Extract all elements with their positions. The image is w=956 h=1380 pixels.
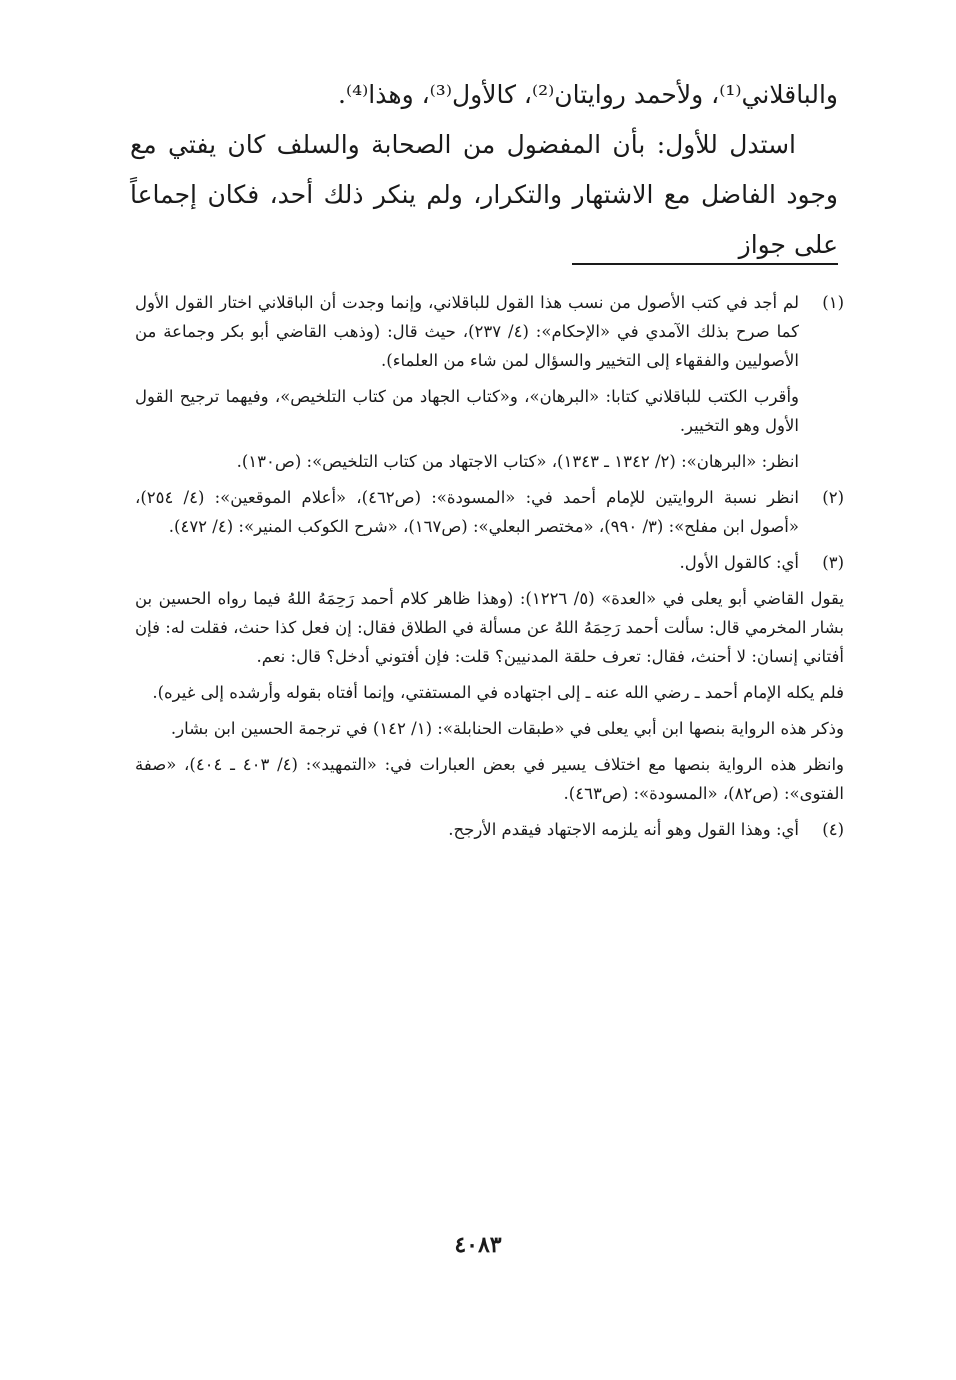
footnote-paragraph: لم أجد في كتب الأصول من نسب هذا القول للباقلاني، وإنما وجدت أن الباقلاني اختار القول الأول كما صرح بذلك الآمدي في «الإحكام»: (٤/ ٢٣٧)، حيث قال: (وذهب القاضي أبو بكر وجماعة من الأصوليين والفقهاء إلى التخيير والسؤال لمن شاء من العلماء). — [135, 293, 799, 370]
footnote-number: (٤) — [822, 820, 844, 839]
footnote-number: (٣) — [822, 553, 844, 572]
footnote-paragraph: وانظر هذه الرواية بنصها مع اختلاف يسير في بعض العبارات في: «التمهيد»: (٤/ ٤٠٣ ـ ٤٠٤)، «صفة الفتوى»: (ص٨٢)، «المسودة»: (ص٤٦٣). — [135, 755, 844, 803]
main-text — [130, 70, 838, 270]
footnote-paragraph: وذكر هذه الرواية بنصها ابن أبي يعلى في «طبقات الحنابلة»: (١/ ١٤٢) في ترجمة الحسين ابن بشار. — [170, 719, 844, 738]
footnote-paragraph: أي: وهذا القول وهو أنه يلزمه الاجتهاد فيقدم الأرجح. — [448, 820, 799, 839]
footnote-paragraph: انظر نسبة الروايتين للإمام أحمد في: «المسودة»: (ص٤٦٢)، «أعلام الموقعين»: (٤/ ٢٥٤)، «أصول ابن مفلح»: (٣/ ٩٩٠)، «مختصر البعلي»: (ص١٦٧)، «شرح الكوكب المنير»: (٤/ ٤٧٢). — [135, 488, 799, 536]
footnote-paragraph: فلم يكله الإمام أحمد ـ رضي الله عنه ـ إلى اجتهاده في المستفتي، وإنما أفتاه بقوله وأرشده إلى غيره). — [152, 683, 844, 702]
footnote-paragraph: انظر: «البرهان»: (٢/ ١٣٤٢ ـ ١٣٤٣)، «كتاب الاجتهاد من كتاب التلخيص»: (ص١٣٠). — [236, 452, 799, 471]
main-paragraph-2: استدل للأول: بأن المفضول من الصحابة والسلف كان يفتي مع وجود الفاضل مع الاشتهار والتكرار، ولم ينكر ذلك أحد، فكان إجماعاً على جواز — [130, 130, 838, 259]
footnote-3 — [135, 548, 844, 577]
main-line-1: والباقلاني⁽¹⁾، ولأحمد روايتان⁽²⁾، كالأول⁽³⁾، وهذا⁽⁴⁾. — [338, 80, 838, 109]
footnote-number: (٢) — [822, 488, 844, 507]
footnote-4 — [135, 815, 844, 844]
footnote-separator — [572, 263, 838, 265]
footnote-paragraph: يقول القاضي أبو يعلى في «العدة» (٥/ ١٢٢٦): (وهذا ظاهر كلام أحمد رَحِمَهُ اللهُ فيما رواه الحسين بن بشار المخرمي قال: سألت أحمد رَحِمَهُ اللهُ عن مسألة في الطلاق فقال: إن فعل كذا حنث، فقلت له: فإن أفتاني إنسان: لا أحنث، فقال: تعرف حلقة المدنيين؟ قلت: فإن أفتوني أدخل؟ قال: نعم. — [135, 589, 844, 666]
footnote-1 — [135, 288, 844, 476]
footnote-paragraph: وأقرب الكتب للباقلاني كتابا: «البرهان»، و«كتاب الجهاد من كتاب التلخيص»، وفيهما ترجيح القول الأول وهو التخيير. — [135, 387, 799, 435]
page-number: ٤٠٨٣ — [454, 1232, 502, 1258]
footnote-2 — [135, 483, 844, 541]
footnote-number: (١) — [822, 293, 844, 312]
footnote-3-continuation — [135, 584, 844, 808]
footnotes — [135, 288, 844, 851]
footnote-paragraph: أي: كالقول الأول. — [679, 553, 799, 572]
